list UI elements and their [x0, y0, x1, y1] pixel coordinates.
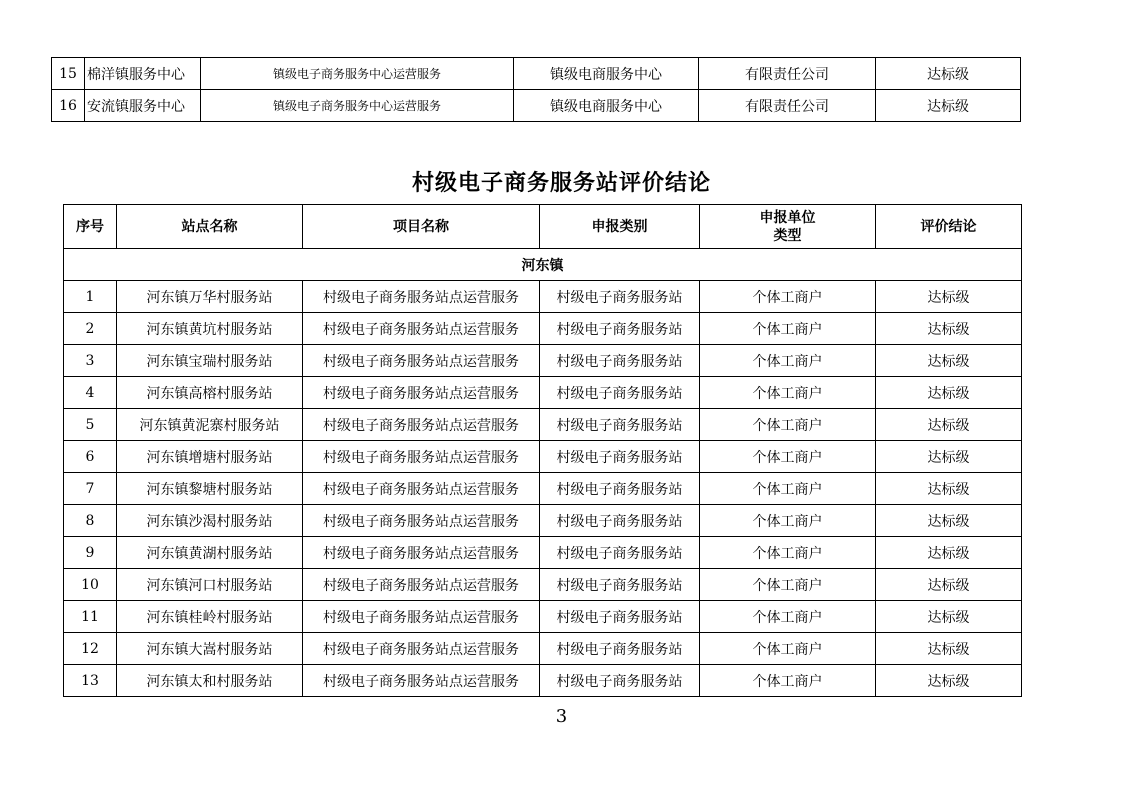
cell-unit-type: 个体工商户 — [700, 473, 876, 505]
table-row — [64, 505, 1022, 537]
cell-station: 河东镇太和村服务站 — [117, 665, 303, 697]
header-project: 项目名称 — [303, 205, 540, 249]
continued-table — [51, 57, 1021, 122]
cell-result: 达标级 — [876, 58, 1021, 90]
page-number: 3 — [555, 706, 568, 727]
cell-unit-type: 个体工商户 — [700, 601, 876, 633]
table-header — [64, 205, 1022, 249]
cell-station: 河东镇桂岭村服务站 — [117, 601, 303, 633]
cell-category: 村级电子商务服务站 — [540, 313, 700, 345]
table-row — [64, 441, 1022, 473]
table-row — [64, 313, 1022, 345]
cell-result: 达标级 — [876, 90, 1021, 122]
cell-project: 村级电子商务服务站点运营服务 — [303, 441, 540, 473]
table-row — [64, 473, 1022, 505]
table-row — [64, 409, 1022, 441]
header-no: 序号 — [64, 205, 117, 249]
cell-unit-type: 有限责任公司 — [699, 90, 876, 122]
group-row — [64, 249, 1022, 281]
cell-result: 达标级 — [876, 633, 1022, 665]
table-row — [52, 90, 1021, 122]
cell-no: 3 — [64, 345, 117, 377]
cell-project: 村级电子商务服务站点运营服务 — [303, 569, 540, 601]
table-row — [64, 281, 1022, 313]
cell-category: 村级电子商务服务站 — [540, 377, 700, 409]
cell-unit-type: 个体工商户 — [700, 377, 876, 409]
cell-no: 7 — [64, 473, 117, 505]
cell-no: 6 — [64, 441, 117, 473]
cell-station: 河东镇沙渴村服务站 — [117, 505, 303, 537]
cell-station: 河东镇万华村服务站 — [117, 281, 303, 313]
section-title: 村级电子商务服务站评价结论 — [411, 171, 711, 196]
cell-result: 达标级 — [876, 345, 1022, 377]
cell-category: 村级电子商务服务站 — [540, 601, 700, 633]
cell-result: 达标级 — [876, 537, 1022, 569]
header-result: 评价结论 — [876, 205, 1022, 249]
table-row — [64, 377, 1022, 409]
cell-station: 河东镇增塘村服务站 — [117, 441, 303, 473]
cell-category: 镇级电商服务中心 — [514, 90, 699, 122]
cell-unit-type: 个体工商户 — [700, 441, 876, 473]
cell-unit-type: 个体工商户 — [700, 633, 876, 665]
table-row — [64, 633, 1022, 665]
table-row — [64, 665, 1022, 697]
header-unit-type — [700, 205, 876, 249]
table-row — [64, 537, 1022, 569]
cell-result: 达标级 — [876, 281, 1022, 313]
cell-station: 河东镇黎塘村服务站 — [117, 473, 303, 505]
cell-category: 村级电子商务服务站 — [540, 665, 700, 697]
table-row — [64, 601, 1022, 633]
cell-no: 11 — [64, 601, 117, 633]
cell-station: 河东镇黄坑村服务站 — [117, 313, 303, 345]
cell-project: 村级电子商务服务站点运营服务 — [303, 345, 540, 377]
cell-category: 村级电子商务服务站 — [540, 409, 700, 441]
cell-project: 村级电子商务服务站点运营服务 — [303, 665, 540, 697]
cell-no: 4 — [64, 377, 117, 409]
cell-category: 村级电子商务服务站 — [540, 473, 700, 505]
cell-station: 安流镇服务中心 — [85, 90, 201, 122]
cell-unit-type: 个体工商户 — [700, 537, 876, 569]
header-station: 站点名称 — [117, 205, 303, 249]
cell-result: 达标级 — [876, 409, 1022, 441]
cell-station: 河东镇大嵩村服务站 — [117, 633, 303, 665]
cell-project: 村级电子商务服务站点运营服务 — [303, 633, 540, 665]
cell-project: 村级电子商务服务站点运营服务 — [303, 313, 540, 345]
cell-no: 12 — [64, 633, 117, 665]
cell-category: 村级电子商务服务站 — [540, 633, 700, 665]
cell-station: 河东镇黄湖村服务站 — [117, 537, 303, 569]
cell-project: 村级电子商务服务站点运营服务 — [303, 281, 540, 313]
cell-category: 村级电子商务服务站 — [540, 505, 700, 537]
cell-result: 达标级 — [876, 601, 1022, 633]
cell-no: 16 — [52, 90, 85, 122]
cell-project: 村级电子商务服务站点运营服务 — [303, 473, 540, 505]
cell-no: 8 — [64, 505, 117, 537]
cell-result: 达标级 — [876, 505, 1022, 537]
cell-no: 13 — [64, 665, 117, 697]
header-unit-type-line1: 申报单位 — [759, 209, 816, 226]
continued-table-body — [52, 58, 1021, 122]
cell-unit-type: 个体工商户 — [700, 313, 876, 345]
cell-result: 达标级 — [876, 473, 1022, 505]
cell-project: 镇级电子商务服务中心运营服务 — [201, 90, 514, 122]
cell-project: 村级电子商务服务站点运营服务 — [303, 377, 540, 409]
cell-no: 15 — [52, 58, 85, 90]
table-row — [64, 345, 1022, 377]
cell-category: 村级电子商务服务站 — [540, 281, 700, 313]
cell-result: 达标级 — [876, 441, 1022, 473]
cell-result: 达标级 — [876, 377, 1022, 409]
cell-station: 河东镇河口村服务站 — [117, 569, 303, 601]
cell-unit-type: 个体工商户 — [700, 505, 876, 537]
header-unit-type-line2: 类型 — [773, 227, 802, 244]
cell-project: 村级电子商务服务站点运营服务 — [303, 601, 540, 633]
table-row — [64, 569, 1022, 601]
table-row — [52, 58, 1021, 90]
cell-unit-type: 个体工商户 — [700, 665, 876, 697]
cell-unit-type: 个体工商户 — [700, 409, 876, 441]
cell-project: 村级电子商务服务站点运营服务 — [303, 537, 540, 569]
cell-unit-type: 个体工商户 — [700, 345, 876, 377]
cell-no: 10 — [64, 569, 117, 601]
cell-no: 5 — [64, 409, 117, 441]
cell-result: 达标级 — [876, 569, 1022, 601]
cell-unit-type: 个体工商户 — [700, 281, 876, 313]
cell-station: 河东镇黄泥寨村服务站 — [117, 409, 303, 441]
cell-category: 村级电子商务服务站 — [540, 441, 700, 473]
cell-result: 达标级 — [876, 313, 1022, 345]
table-body — [64, 249, 1022, 697]
cell-category: 镇级电商服务中心 — [514, 58, 699, 90]
cell-station: 河东镇宝瑞村服务站 — [117, 345, 303, 377]
cell-category: 村级电子商务服务站 — [540, 345, 700, 377]
cell-station: 河东镇高榕村服务站 — [117, 377, 303, 409]
cell-station: 棉洋镇服务中心 — [85, 58, 201, 90]
cell-no: 9 — [64, 537, 117, 569]
cell-category: 村级电子商务服务站 — [540, 537, 700, 569]
group-label: 河东镇 — [64, 249, 1022, 281]
cell-project: 村级电子商务服务站点运营服务 — [303, 409, 540, 441]
cell-category: 村级电子商务服务站 — [540, 569, 700, 601]
evaluation-table — [63, 204, 1022, 697]
cell-unit-type: 有限责任公司 — [699, 58, 876, 90]
cell-result: 达标级 — [876, 665, 1022, 697]
header-category: 申报类别 — [540, 205, 700, 249]
cell-project: 村级电子商务服务站点运营服务 — [303, 505, 540, 537]
cell-unit-type: 个体工商户 — [700, 569, 876, 601]
cell-no: 1 — [64, 281, 117, 313]
cell-project: 镇级电子商务服务中心运营服务 — [201, 58, 514, 90]
cell-no: 2 — [64, 313, 117, 345]
